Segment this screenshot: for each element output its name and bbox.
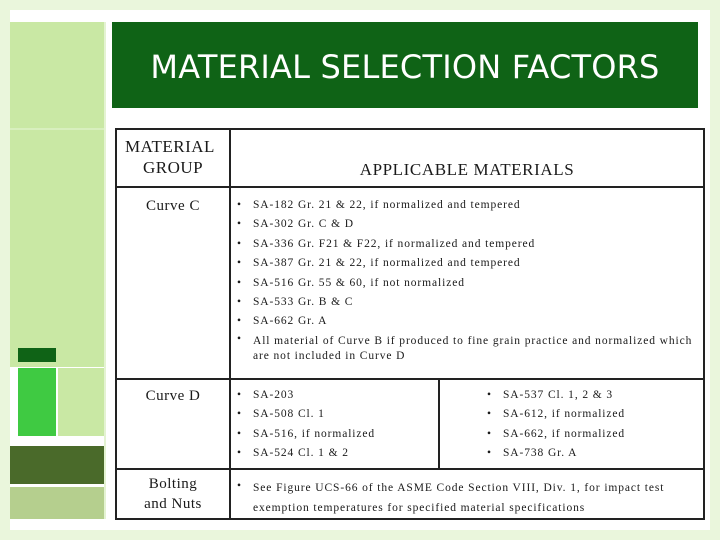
list-item: • SA-203 [237, 389, 295, 401]
deco-strip-green [18, 348, 56, 362]
deco-line-left [10, 128, 104, 130]
list-item: • SA-524 Cl. 1 & 2 [237, 447, 349, 460]
column-divider [229, 130, 231, 518]
group-label-curve-c: Curve C [146, 198, 200, 214]
list-item: • SA-537 Cl. 1, 2 & 3 [487, 389, 614, 401]
row-divider-bolting [117, 468, 703, 470]
bolting-list [233, 476, 695, 518]
list-item: • SA-662 Gr. A [237, 315, 328, 328]
list-item: • SA-387 Gr. 21 & 22, if normalized and tempered [237, 257, 521, 270]
group-line-bolting: Bolting [148, 476, 198, 492]
list-item: • SA-516, if normalized [237, 427, 376, 440]
row-divider-curve-d [117, 378, 703, 380]
deco-block-olive [10, 446, 104, 484]
material-table [115, 128, 705, 520]
list-item: • All material of Curve B if produced to fine grain practice and normalized which are not included in Curve D [237, 332, 693, 362]
list-item: • SA-182 Gr. 21 & 22, if normalized and tempered [237, 199, 521, 211]
deco-block-pale [58, 368, 104, 436]
deco-block-light-top [10, 22, 104, 367]
list-item: • See Figure UCS-66 of the ASME Code Section VIII, Div. 1, for impact test exemption temperatures for specified material specifications [237, 480, 665, 514]
deco-block-sage [10, 487, 104, 519]
list-item: • SA-508 Cl. 1 [237, 408, 325, 421]
group-label-curve-d: Curve D [145, 388, 201, 404]
list-item: • SA-302 Gr. C & D [237, 218, 354, 231]
header-group-line-1: MATERIAL [125, 137, 215, 156]
list-item: • SA-336 Gr. F21 & F22, if normalized and tempered [237, 237, 536, 250]
list-item: • SA-612, if normalized [487, 408, 626, 421]
list-item: • SA-533 Gr. B & C [237, 295, 354, 308]
curve-d-column-divider [438, 378, 440, 468]
header-divider [117, 186, 703, 188]
deco-vline [104, 22, 106, 519]
curve-c-list [233, 196, 693, 364]
group-label-bolting-nuts [117, 474, 229, 514]
curve-d-list-left [233, 386, 433, 464]
header-material-group [125, 136, 215, 178]
slide-title: MATERIAL SELECTION FACTORS [150, 48, 660, 86]
deco-block-green [18, 368, 56, 436]
list-item: • SA-516 Gr. 55 & 60, if not normalized [237, 276, 465, 289]
list-item: • SA-738 Gr. A [487, 447, 578, 460]
title-bar [112, 22, 698, 108]
list-item: • SA-662, if normalized [487, 427, 626, 440]
curve-d-list-right [483, 386, 699, 464]
group-line-nuts: and Nuts [144, 496, 202, 512]
header-applicable-materials: APPLICABLE MATERIALS [359, 160, 575, 179]
header-group-line-2: GROUP [143, 158, 204, 177]
